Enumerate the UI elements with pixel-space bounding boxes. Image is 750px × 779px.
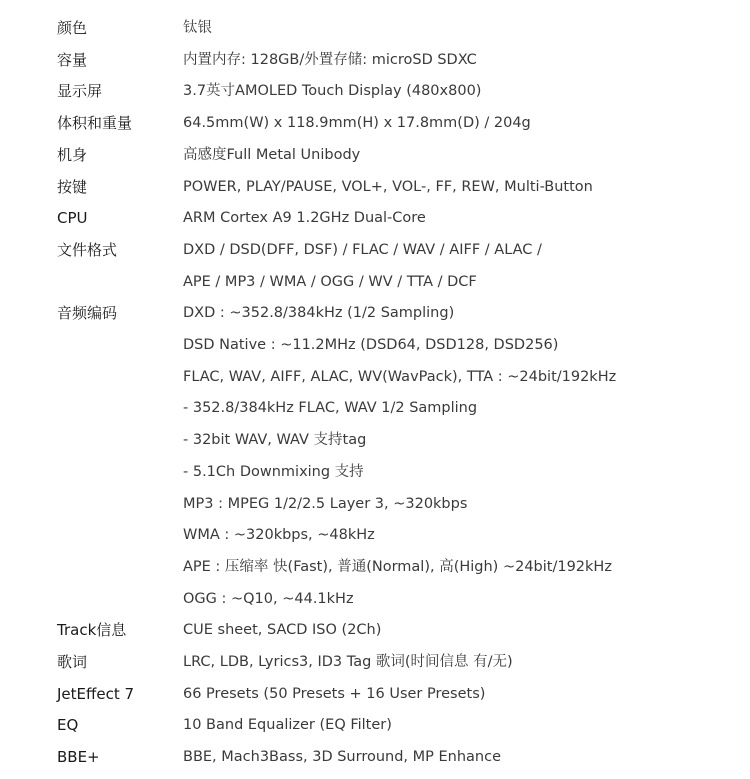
spec-value: 高感度Full Metal Unibody [183,146,361,163]
spec-values [183,76,750,108]
spec-values [183,140,750,172]
spec-values [183,45,750,77]
spec-row [0,298,750,615]
spec-value: - 352.8/384kHz FLAC, WAV 1/2 Sampling [183,400,478,417]
spec-values [183,13,750,45]
spec-values [183,647,750,679]
spec-value: DXD / DSD(DFF, DSF) / FLAC / WAV / AIFF / ALAC / [183,241,542,258]
spec-value: LRC, LDB, Lyrics3, ID3 Tag 歌词(时间信息 有/无) [183,654,513,671]
spec-label: 容量 [57,50,88,69]
spec-row [0,203,750,235]
spec-row [0,710,750,742]
spec-value: WMA : ~320kbps, ~48kHz [183,527,375,544]
spec-value: APE / MP3 / WMA / OGG / WV / TTA / DCF [183,273,477,290]
spec-values [183,235,750,298]
spec-row [0,679,750,711]
spec-label: 机身 [57,145,88,164]
spec-value: OGG : ~Q10, ~44.1kHz [183,590,354,607]
spec-label: 音频编码 [57,304,118,323]
spec-label: 歌词 [57,653,88,672]
spec-value: POWER, PLAY/PAUSE, VOL+, VOL-, FF, REW, Multi-Button [183,178,593,195]
spec-label: 文件格式 [57,240,118,259]
spec-row [0,742,750,774]
spec-value: CUE sheet, SACD ISO (2Ch) [183,622,382,639]
spec-value: DXD : ~352.8/384kHz (1/2 Sampling) [183,305,455,322]
spec-value: - 5.1Ch Downmixing 支持 [183,463,364,480]
spec-value: FLAC, WAV, AIFF, ALAC, WV(WavPack), TTA : ~24bit/192kHz [183,368,617,385]
spec-value: 钛银 [183,20,212,36]
spec-value: - 32bit WAV, WAV 支持tag [183,432,367,449]
spec-values [183,742,750,774]
spec-label: 显示屏 [57,82,103,101]
spec-label: CPU [57,209,88,228]
spec-values [183,710,750,742]
spec-row [0,235,750,298]
spec-row [0,76,750,108]
spec-row [0,615,750,647]
spec-row [0,45,750,77]
spec-value: 10 Band Equalizer (EQ Filter) [183,717,392,734]
spec-label: 体积和重量 [57,114,133,133]
spec-row [0,108,750,140]
spec-value: APE : 压缩率 快(Fast), 普通(Normal), 高(High) ~24bit/192kHz [183,558,612,575]
spec-label: 按键 [57,177,88,196]
spec-value: 3.7英寸AMOLED Touch Display (480x800) [183,83,482,100]
spec-label: 颜色 [57,19,88,37]
spec-label: JetEffect 7 [57,684,135,703]
spec-row [0,13,750,45]
spec-values [183,615,750,647]
spec-value: MP3 : MPEG 1/2/2.5 Layer 3, ~320kbps [183,495,468,512]
spec-values [183,679,750,711]
spec-value: 64.5mm(W) x 118.9mm(H) x 17.8mm(D) / 204g [183,115,531,132]
spec-values [183,172,750,204]
spec-label: BBE+ [57,748,100,767]
spec-value: 内置内存: 128GB/外置存储: microSD SDXC [183,51,477,68]
spec-value: 66 Presets (50 Presets + 16 User Presets) [183,685,486,702]
spec-label: EQ [57,716,79,735]
spec-row [0,172,750,204]
spec-values [183,203,750,235]
spec-values [183,108,750,140]
spec-value: ARM Cortex A9 1.2GHz Dual-Core [183,210,426,227]
spec-value: DSD Native : ~11.2MHz (DSD64, DSD128, DSD256) [183,337,559,354]
spec-row [0,140,750,172]
spec-row [0,647,750,679]
spec-label: Track信息 [57,621,127,640]
spec-values [183,298,750,615]
spec-value: BBE, Mach3Bass, 3D Surround, MP Enhance [183,749,502,766]
